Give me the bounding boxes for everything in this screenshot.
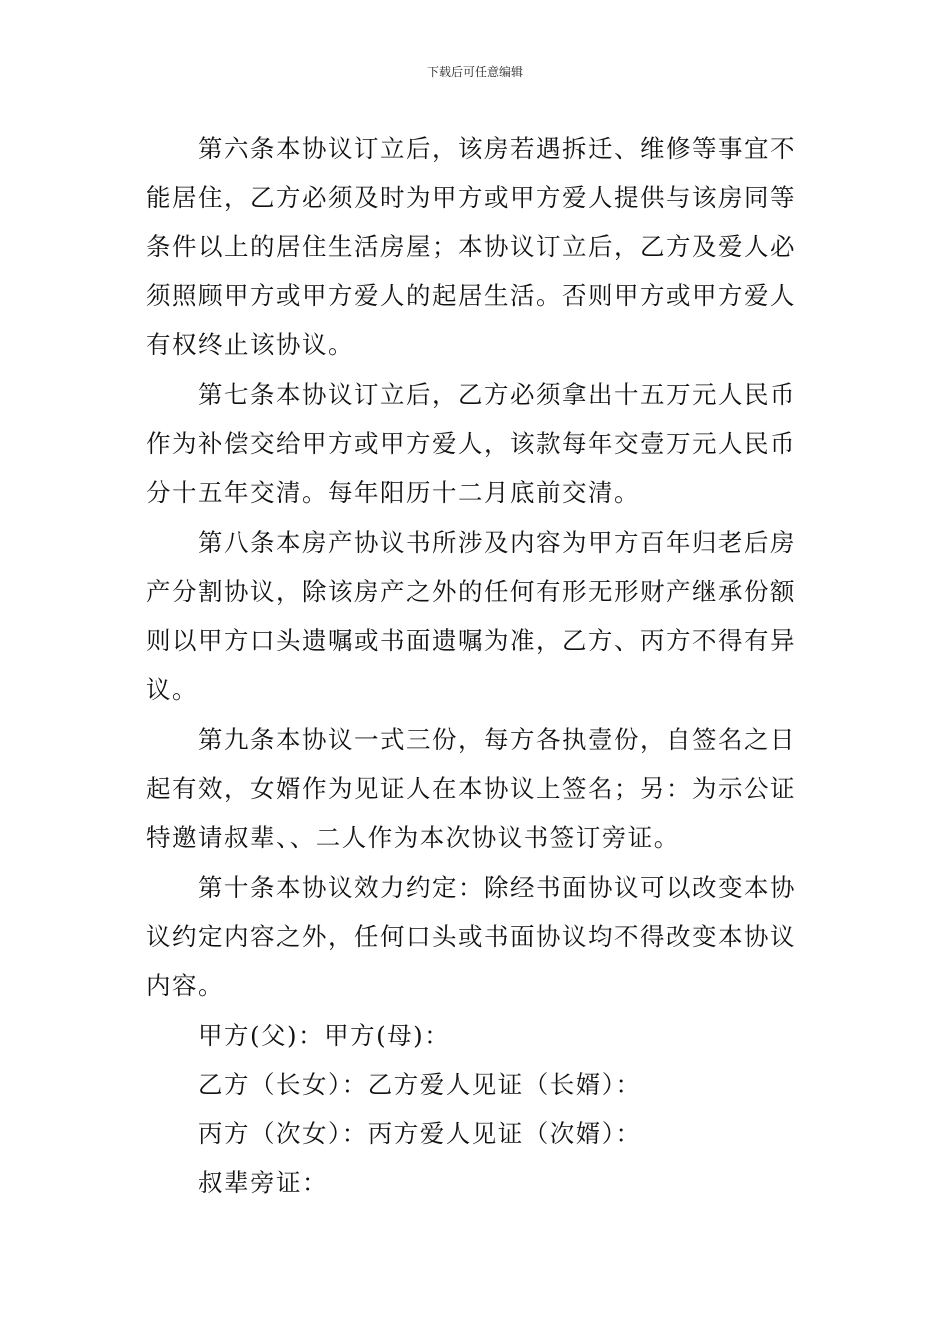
page-header: 下载后可任意编辑 bbox=[426, 65, 523, 79]
clause-8-paragraph: 第八条本房产协议书所涉及内容为甲方百年归老后房产分割协议，除该房产之外的任何有形无形财产继承份额则以甲方口头遗嘱或书面遗嘱为准，乙方、丙方不得有异议。 bbox=[146, 528, 796, 704]
signature-line-party-a: 甲方(父)：甲方(母)： bbox=[198, 1021, 451, 1050]
clause-7-paragraph: 第七条本协议订立后，乙方必须拿出十五万元人民币作为补偿交给甲方或甲方爱人，该款每年交壹万元人民币分十五年交清。每年阳历十二月底前交清。 bbox=[146, 380, 796, 507]
clause-6-paragraph: 第六条本协议订立后，该房若遇拆迁、维修等事宜不能居住，乙方必须及时为甲方或甲方爱人提供与该房同等条件以上的居住生活房屋；本协议订立后，乙方及爱人必须照顾甲方或甲方爱人的起居生活。否则甲方或甲方爱人有权终止该协议。 bbox=[146, 134, 796, 359]
signature-line-witness: 叔辈旁证： bbox=[198, 1168, 328, 1197]
signature-line-party-c: 丙方（次女）：丙方爱人见证（次婿）： bbox=[198, 1119, 642, 1148]
signature-block bbox=[146, 1011, 810, 1207]
signature-line-party-b: 乙方（长女）：乙方爱人见证（长婿）： bbox=[198, 1070, 642, 1099]
clause-9-paragraph: 第九条本协议一式三份，每方各执壹份，自签名之日起有效，女婿作为见证人在本协议上签名；另：为示公证特邀请叔辈、、二人作为本次协议书签订旁证。 bbox=[146, 725, 796, 852]
document-body bbox=[146, 124, 810, 1207]
clause-10-paragraph: 第十条本协议效力约定：除经书面协议可以改变本协议约定内容之外，任何口头或书面协议均不得改变本协议内容。 bbox=[146, 873, 796, 1000]
